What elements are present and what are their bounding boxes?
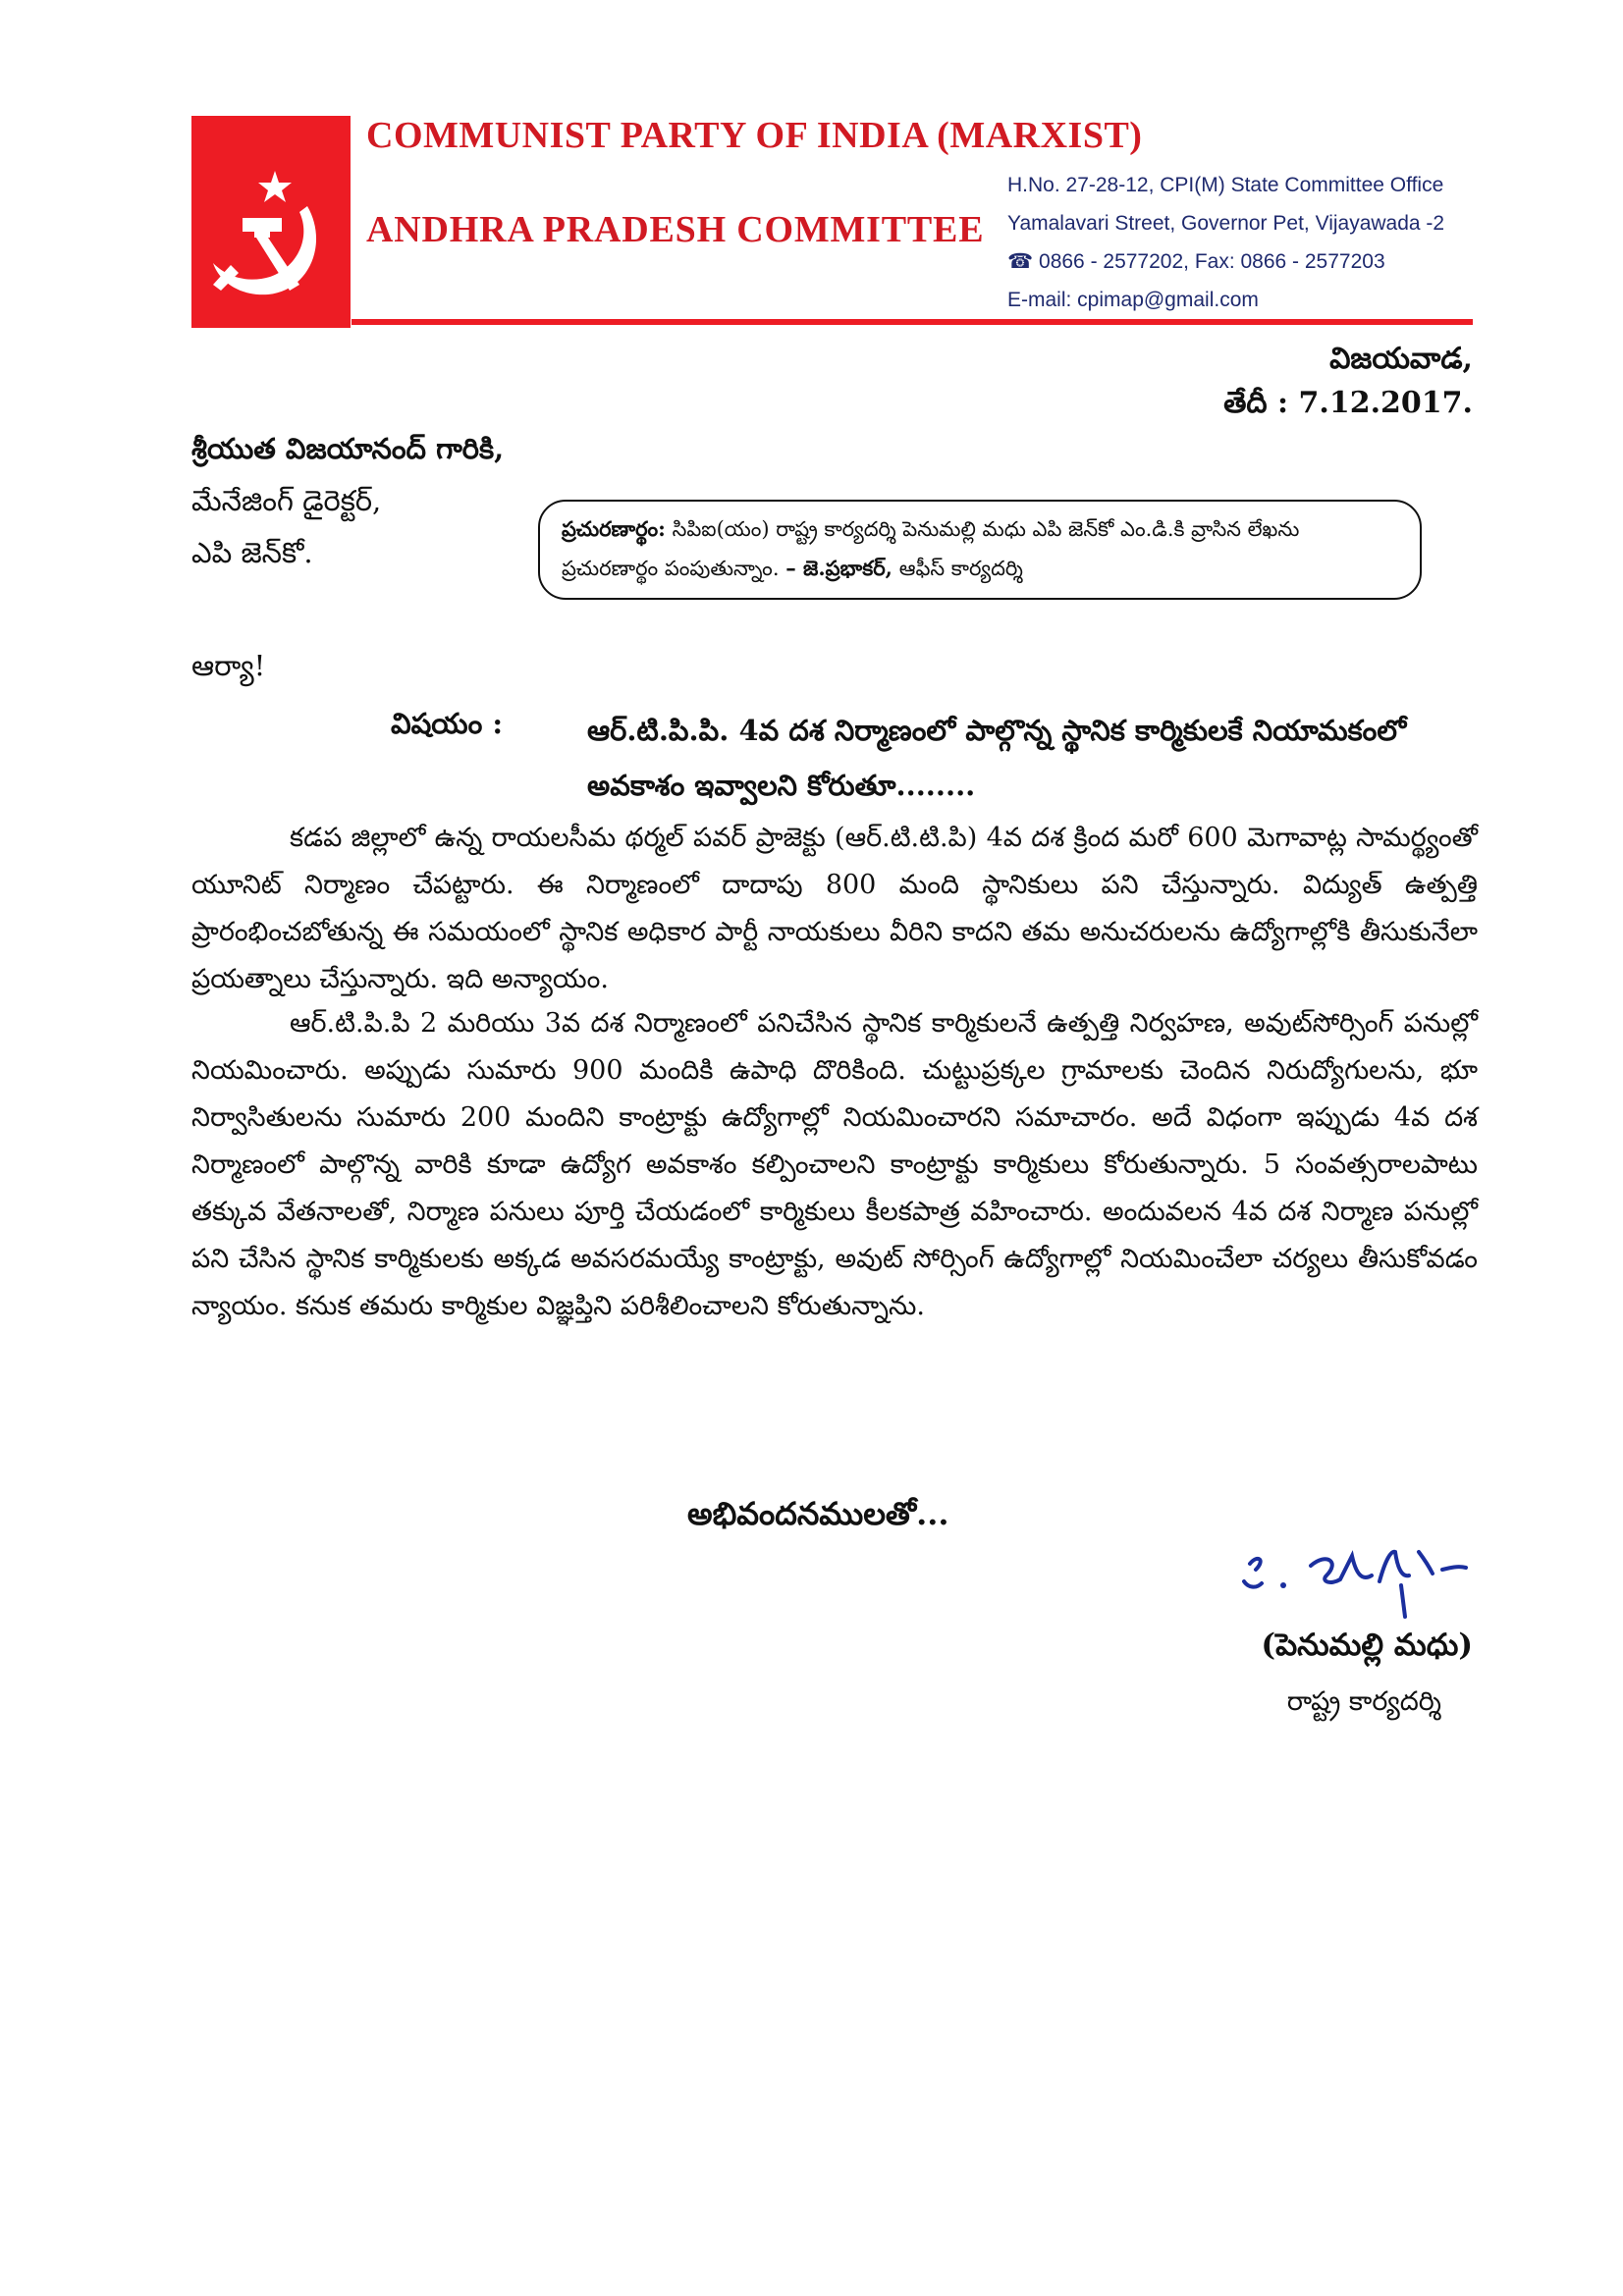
- letter-place: విజయవాడ,: [1329, 342, 1473, 376]
- paragraph-1-text: కడప జిల్లాలో ఉన్న రాయలసీమ థర్మల్ పవర్ ప్రాజెక్టు (ఆర్.టి.టి.పి) 4వ దశ క్రింద మరో 600 మెగావాట్ల సామర్థ్యంతో యూనిట్ నిర్మాణం చేపట్టారు. ఈ నిర్మాణంలో దాదాపు 800 మంది స్థానికులు పని చేస్తున్నారు. విద్యుత్ ఉత్పత్తి ప్రారంభించబోతున్న ఈ సమయంలో స్థానిక అధికార పార్టీ నాయకులు వీరిని కాదని తమ అనుచరులను ఉద్యోగాల్లోకి తీసుకునేలా ప్రయత్నాలు చేస్తున్నారు. ఇది అన్యాయం.: [191, 823, 1478, 994]
- committee-name: ANDHRA PRADESH COMMITTEE: [366, 209, 985, 250]
- paragraph-2-text: ఆర్.టి.పి.పి 2 మరియు 3వ దశ నిర్మాణంలో పనిచేసిన స్థానిక కార్మికులనే ఉత్పత్తి నిర్వహణ, అవుట్‌సోర్సింగ్ పనుల్లో నియమించారు. అప్పుడు సుమారు 900 మందికి ఉపాధి దొరికింది. చుట్టుప్రక్కల గ్రామాలకు చెందిన నిరుద్యోగులను, భూ నిర్వాసితులను సుమారు 200 మందిని కాంట్రాక్టు ఉద్యోగాల్లో నియమించారని సమాచారం. అదే విధంగా ఇప్పుడు 4వ దశ నిర్మాణంలో పాల్గొన్న వారికి కూడా ఉద్యోగ అవకాశం కల్పించాలని కాంట్రాక్టు కార్మికులు కోరుతున్నారు. 5 సంవత్సరాలపాటు తక్కువ వేతనాలతో, నిర్మాణ పనులు పూర్తి చేయడంలో కార్మికులు కీలకపాత్ర వహించారు. అందువలన 4వ దశ నిర్మాణ పనుల్లో పని చేసిన స్థానిక కార్మికులకు అక్కడ అవసరమయ్యే కాంట్రాక్టు, అవుట్ సోర్సింగ్ ఉద్యోగాల్లో నియమించేలా చర్యలు తీసుకోవడం న్యాయం. కనుక తమరు కార్మికుల విజ్ఞప్తిని పరిశీలించాలని కోరుతున్నాను.: [191, 1008, 1478, 1321]
- telephone-icon: ☎: [1007, 250, 1034, 273]
- signatory-title: రాష్ట్ర కార్యదర్శి: [1286, 1686, 1441, 1717]
- subject-label: విషయం :: [391, 707, 504, 740]
- press-note-text: సిపిఐ(యం) రాష్ట్ర కార్యదర్శి పెనుమల్లి మధు ఎపి జెన్‌కో ఎం.డి.కి వ్రాసిన లేఖను ప్రచురణార్థం పంపుతున్నాం.: [562, 517, 1300, 580]
- recipient-organisation: ఎపి జెన్‌కో.: [191, 536, 313, 569]
- press-note-box: [538, 500, 1422, 600]
- phone-line: [1007, 249, 1385, 274]
- header-divider: [352, 319, 1473, 325]
- phone-fax-text: 0866 - 2577202, Fax: 0866 - 2577203: [1039, 250, 1385, 273]
- email-line: E-mail: cpimap@gmail.com: [1007, 289, 1259, 311]
- hammer-sickle-star-icon: [191, 116, 351, 328]
- body-paragraph-2: [191, 1000, 1478, 1330]
- body-paragraph-1: [191, 815, 1478, 1003]
- press-note-sender: – జె.ప్రభాకర్,: [785, 556, 893, 580]
- salutation: ఆర్యా!: [191, 649, 266, 682]
- party-logo: [191, 116, 351, 328]
- subject-text: ఆర్.టి.పి.పి. 4వ దశ నిర్మాణంలో పాల్గొన్న స్థానిక కార్మికులకే నియామకంలో అవకాశం ఇవ్వాలని కోరుతూ........: [587, 714, 1407, 802]
- closing-greeting: అభివందనములతో...: [687, 1495, 949, 1532]
- org-name: COMMUNIST PARTY OF INDIA (MARXIST): [366, 115, 1143, 156]
- press-note-label: ప్రచురణార్థం:: [562, 516, 666, 541]
- handwritten-signature: [1232, 1526, 1497, 1629]
- recipient-designation: మేనేజింగ్ డైరెక్టర్,: [191, 484, 382, 517]
- signatory-name: (పెనుమల్లి మధు): [1261, 1628, 1473, 1663]
- recipient-name: శ్రీయుత విజయానంద్ గారికి,: [191, 432, 505, 465]
- address-line-1: H.No. 27-28-12, CPI(M) State Committee Office: [1007, 174, 1444, 196]
- address-line-2: Yamalavari Street, Governor Pet, Vijayawada -2: [1007, 212, 1445, 235]
- press-note-sender-title: ఆఫీస్ కార్యదర్శి: [898, 557, 1023, 580]
- letter-date: తేదీ : 7.12.2017.: [1223, 386, 1473, 420]
